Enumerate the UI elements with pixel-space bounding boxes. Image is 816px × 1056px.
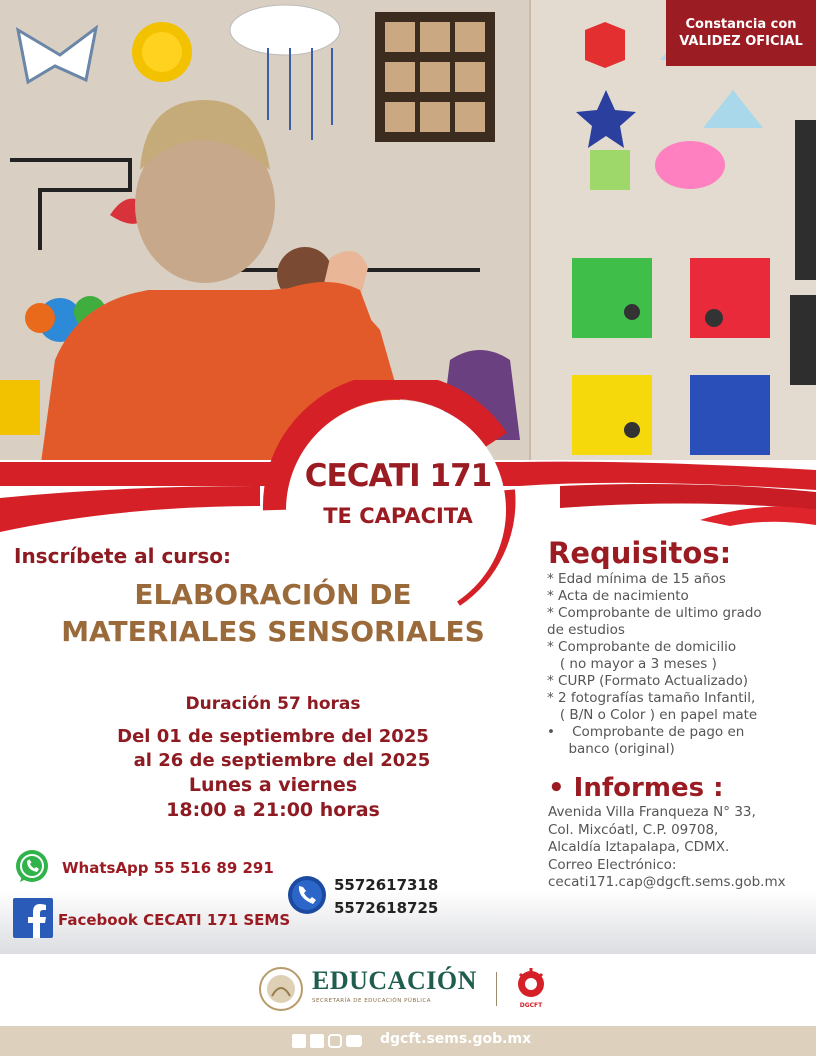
info-address-line: Alcaldía Iztapalapa, CDMX. [548,839,730,855]
date-from: Del 01 de septiembre del 2025 [117,726,429,747]
instagram-small-icon[interactable] [328,1034,342,1048]
list-item: banco (original) [547,741,675,757]
website-link[interactable]: dgcft.sems.gob.mx [380,1031,532,1047]
badge-line2: VALIDEZ OFICIAL [679,34,803,49]
info-address-line: Avenida Villa Franqueza N° 33, [548,804,756,820]
phone-icon[interactable] [287,875,327,915]
twitter-small-icon[interactable] [310,1034,324,1048]
facebook-icon[interactable] [13,898,53,938]
course-name-line1: ELABORACIÓN DE [134,578,412,611]
course-duration: Duración 57 horas [185,694,361,714]
info-email[interactable]: cecati171.cap@dgcft.sems.gob.mx [548,874,786,890]
sep-logo-text: SECRETARÍA DE EDUCACIÓN PÚBLICA [312,998,432,1004]
info-address-line: Col. Mixcóatl, C.P. 09708, [548,821,719,838]
phone-number-2[interactable]: 5572618725 [334,899,439,917]
list-item: * Comprobante de ultimo grado [547,605,762,621]
list-item: ( no mayor a 3 meses ) [547,656,717,672]
social-icons [292,1034,362,1048]
schedule-days: Lunes a viernes [188,774,358,796]
youtube-small-icon[interactable] [346,1035,362,1047]
whatsapp-number[interactable]: WhatsApp 55 516 89 291 [62,859,274,877]
whatsapp-icon[interactable] [14,849,50,885]
mexico-coat-of-arms-icon [258,966,304,1012]
list-item: de estudios [547,622,625,638]
schedule-hours: 18:00 a 21:00 horas [166,799,380,821]
list-item: * Edad mínima de 15 años [547,571,726,587]
list-item: * Comprobante de domicilio [547,639,737,655]
list-item: • Comprobante de pago en [547,724,745,740]
dgcft-logo-text: DGCFT [519,1002,543,1009]
date-to: al 26 de septiembre del 2025 [133,750,431,771]
list-item: * 2 fotografías tamaño Infantil, [547,690,756,706]
facebook-small-icon[interactable] [292,1034,306,1048]
seal-subtitle: TE CAPACITA [323,504,473,528]
official-badge [666,0,816,66]
course-name-line2: MATERIALES SENSORIALES [61,615,485,648]
education-logo-text: EDUCACIÓN [312,966,477,995]
list-item: * CURP (Formato Actualizado) [547,673,749,689]
requirements-title: Requisitos: [548,536,732,570]
info-title: • Informes : [548,773,724,803]
seal-title: CECATI 171 [304,458,492,494]
badge-line1: Constancia con [685,17,797,32]
requirements-list [547,571,809,758]
info-email-label: Correo Electrónico: [548,856,677,873]
facebook-page[interactable]: Facebook CECATI 171 SEMS [58,911,291,929]
logo-divider [496,972,497,1006]
list-item: * Acta de nacimiento [547,588,689,604]
phone-number-1[interactable]: 5572617318 [334,876,439,894]
course-name [0,576,546,650]
list-item: ( B/N o Color ) en papel mate [547,707,758,723]
course-invite: Inscríbete al curso: [14,544,232,568]
